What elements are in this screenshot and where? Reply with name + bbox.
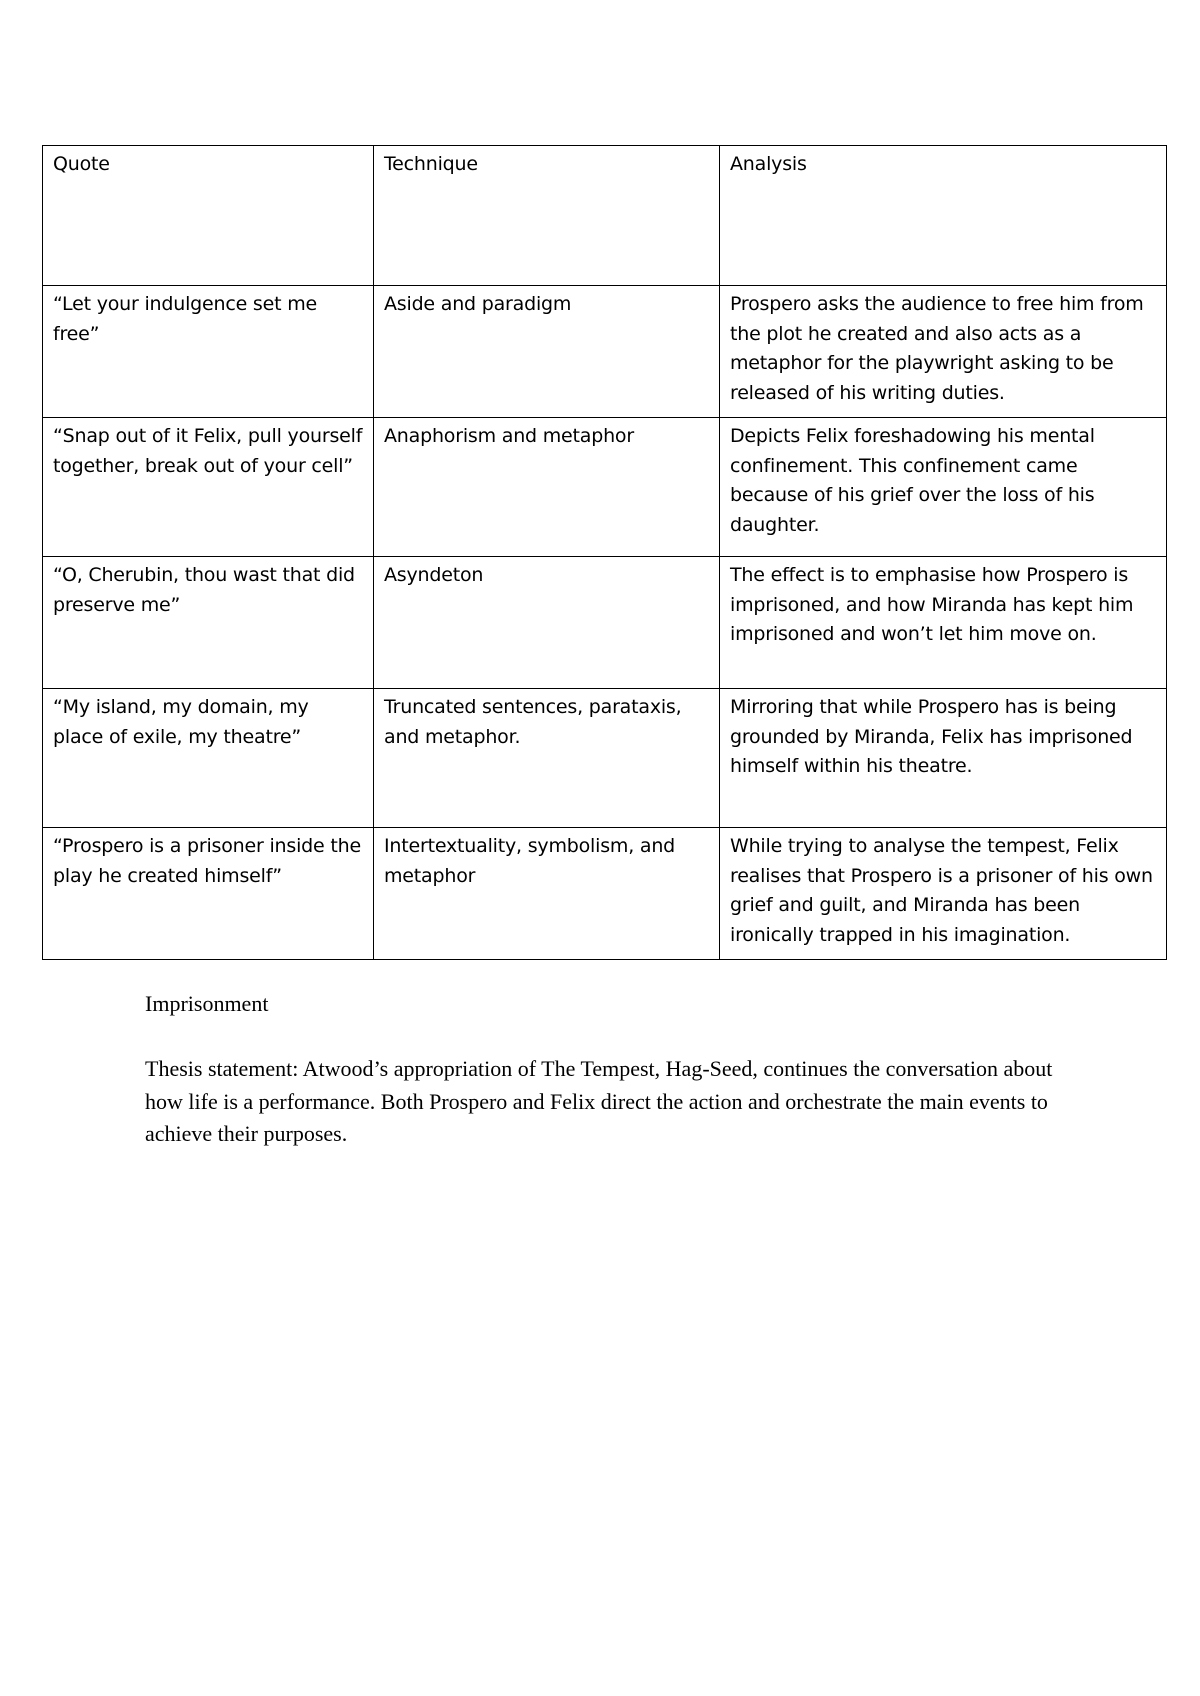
table-row <box>43 418 1167 557</box>
header-technique: Technique <box>374 146 720 286</box>
table-row <box>43 828 1167 960</box>
table-row <box>43 286 1167 418</box>
section-heading: Imprisonment <box>145 991 269 1016</box>
quote-analysis-table <box>42 145 1167 960</box>
technique-cell: Asyndeton <box>374 557 720 689</box>
analysis-cell: Depicts Felix foreshadowing his mental confinement. This confinement came because of his grief over the loss of his daughter. <box>720 418 1167 557</box>
header-analysis: Analysis <box>720 146 1167 286</box>
technique-cell: Aside and paradigm <box>374 286 720 418</box>
table-row <box>43 689 1167 828</box>
technique-cell: Intertextuality, symbolism, and metaphor <box>374 828 720 960</box>
header-quote: Quote <box>43 146 374 286</box>
quote-cell: “O, Cherubin, thou wast that did preserve me” <box>43 557 374 689</box>
thesis-statement: Thesis statement: Atwood’s appropriation of The Tempest, Hag-Seed, continues the conversation about how life is a performance. Both Prospero and Felix direct the action and orchestrate the main events to achieve their purposes. <box>145 1056 1053 1146</box>
analysis-cell: Mirroring that while Prospero has is being grounded by Miranda, Felix has imprisoned himself within his theatre. <box>720 689 1167 828</box>
table-row <box>43 557 1167 689</box>
quote-cell: “Snap out of it Felix, pull yourself together, break out of your cell” <box>43 418 374 557</box>
technique-cell: Truncated sentences, parataxis, and metaphor. <box>374 689 720 828</box>
technique-cell: Anaphorism and metaphor <box>374 418 720 557</box>
table-header-row <box>43 146 1167 286</box>
quote-cell: “Let your indulgence set me free” <box>43 286 374 418</box>
analysis-cell: The effect is to emphasise how Prospero is imprisoned, and how Miranda has kept him imprisoned and won’t let him move on. <box>720 557 1167 689</box>
quote-cell: “My island, my domain, my place of exile, my theatre” <box>43 689 374 828</box>
analysis-cell: While trying to analyse the tempest, Felix realises that Prospero is a prisoner of his own grief and guilt, and Miranda has been ironically trapped in his imagination. <box>720 828 1167 960</box>
analysis-cell: Prospero asks the audience to free him from the plot he created and also acts as a metaphor for the playwright asking to be released of his writing duties. <box>720 286 1167 418</box>
quote-cell: “Prospero is a prisoner inside the play he created himself” <box>43 828 374 960</box>
